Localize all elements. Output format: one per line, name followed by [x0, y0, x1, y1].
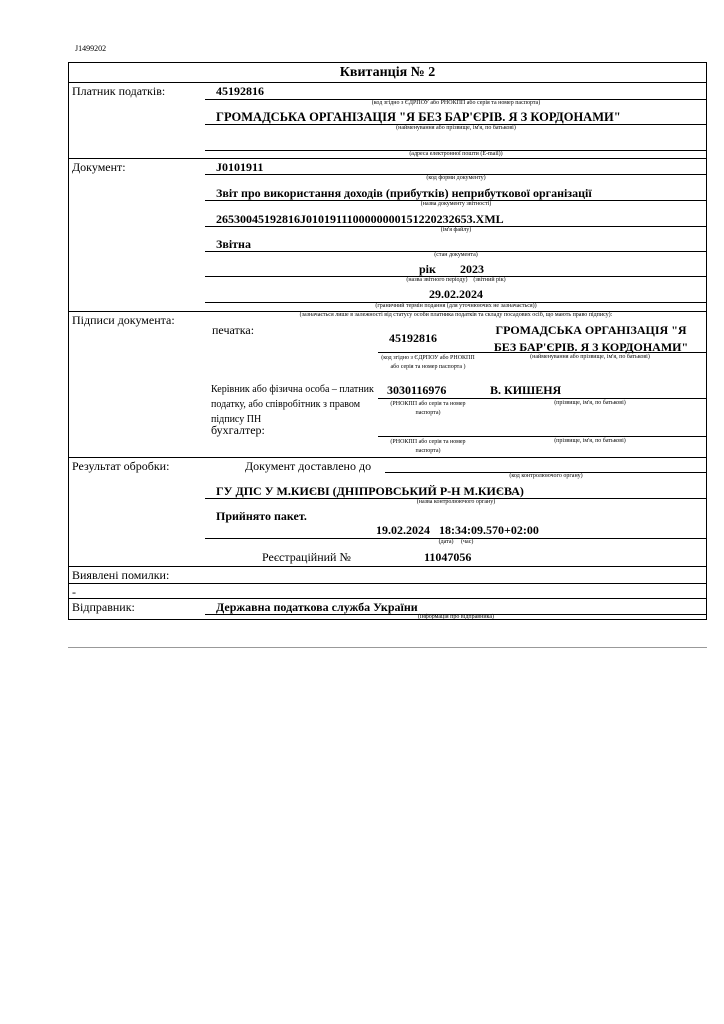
deadline-date: 29.02.2024	[429, 287, 483, 301]
registration-number: 11047056	[424, 550, 472, 564]
stamp-name-caption: (найменування або прізвище, ім'я, по батькові)	[530, 354, 650, 360]
payer-label: Платник податків:	[72, 84, 166, 98]
payer-email-caption: (адреса електронної пошти (E-mail))	[409, 151, 503, 157]
stamp-code-caption: (код згідно з ЄДРПОУ або РНОКПП або серія та номер паспорта )	[381, 355, 475, 370]
head-label: Керівник або фізична особа – платник податку, або співробітник з правом підпису ПН	[211, 384, 374, 425]
file-name: 26530045192816J0101911100000000151220232653.XML	[216, 212, 504, 226]
sender-caption: (інформація про відправника)	[417, 614, 495, 620]
authority-name-caption: (назва контролюючого органу)	[416, 499, 496, 505]
errors-label: Виявлені помилки:	[72, 568, 170, 582]
report-name-caption: (назва документу звітності)	[420, 201, 492, 207]
payer-code: 45192816	[216, 84, 264, 98]
report-name: Звіт про використання доходів (прибутків) неприбуткової організації	[216, 186, 592, 200]
head-code-caption: (РНОКПП або серія та номер паспорта)	[390, 401, 466, 416]
processing-datetime: 19.02.2024 18:34:09.570+02:00	[376, 523, 539, 537]
datetime-caption: (дата) (час)	[438, 539, 474, 545]
document-form-code-caption: (код форми документу)	[426, 175, 486, 181]
errors-value: -	[72, 585, 76, 599]
signatures-label: Підписи документа:	[72, 313, 175, 327]
document-state: Звітна	[216, 237, 251, 251]
period-year: 2023	[460, 262, 484, 276]
document-label: Документ:	[72, 160, 126, 174]
receipt-title: Квитанція № 2	[339, 65, 436, 80]
deadline-caption: (граничний термін подання (для уточнюючих не зазначається))	[375, 303, 537, 309]
head-name-caption: (прізвище, ім'я, по батькові)	[554, 400, 626, 406]
stamp-name: ГРОМАДСЬКА ОРГАНІЗАЦІЯ "Я БЕЗ БАР'ЄРІВ. Я З КОРДОНАМИ"	[493, 323, 689, 354]
registration-label: Реєстраційний №	[262, 550, 351, 564]
period-caption: (назва звітного періоду) (звітний рік)	[406, 277, 506, 283]
sender-name: Державна податкова служба України	[216, 600, 418, 614]
page-divider	[68, 647, 707, 648]
authority-code-caption: (код контролюючого органу)	[509, 473, 583, 479]
stamp-code: 45192816	[389, 331, 437, 345]
accountant-label: бухгалтер:	[211, 423, 265, 437]
signatures-note: (зазначається лише в залежності від статусу особи платника податків та складу посадових осіб, що мають право підпису):	[299, 312, 613, 318]
payer-code-caption: (код згідно з ЄДРПОУ або РНОКПП або серія та номер паспорта)	[371, 100, 541, 106]
period-name: рік	[419, 262, 436, 276]
head-name: В. КИШЕНЯ	[490, 383, 562, 397]
accountant-code-caption: (РНОКПП або серія та номер паспорта)	[390, 439, 466, 454]
sender-label: Відправник:	[72, 600, 135, 614]
stamp-label: печатка:	[212, 323, 255, 337]
payer-name: ГРОМАДСЬКА ОРГАНІЗАЦІЯ "Я БЕЗ БАР'ЄРІВ. Я З КОРДОНАМИ"	[216, 110, 621, 124]
result-label: Результат обробки:	[72, 459, 170, 473]
document-form-code: J1499202	[75, 44, 107, 53]
payer-name-caption: (найменування або прізвище, ім'я, по батькові)	[396, 125, 516, 131]
document-form-code-value: J0101911	[216, 160, 264, 174]
head-code: 3030116976	[387, 383, 447, 397]
authority-name: ГУ ДПС У М.КИЄВІ (ДНІПРОВСЬКИЙ Р-Н М.КИЄВА)	[216, 484, 524, 498]
processing-status: Прийнято пакет.	[216, 509, 307, 523]
file-name-caption: (ім'я файлу)	[440, 227, 472, 233]
document-state-caption: (стан документа)	[434, 252, 478, 258]
delivered-text: Документ доставлено до	[245, 459, 372, 473]
accountant-name-caption: (прізвище, ім'я, по батькові)	[554, 438, 626, 444]
